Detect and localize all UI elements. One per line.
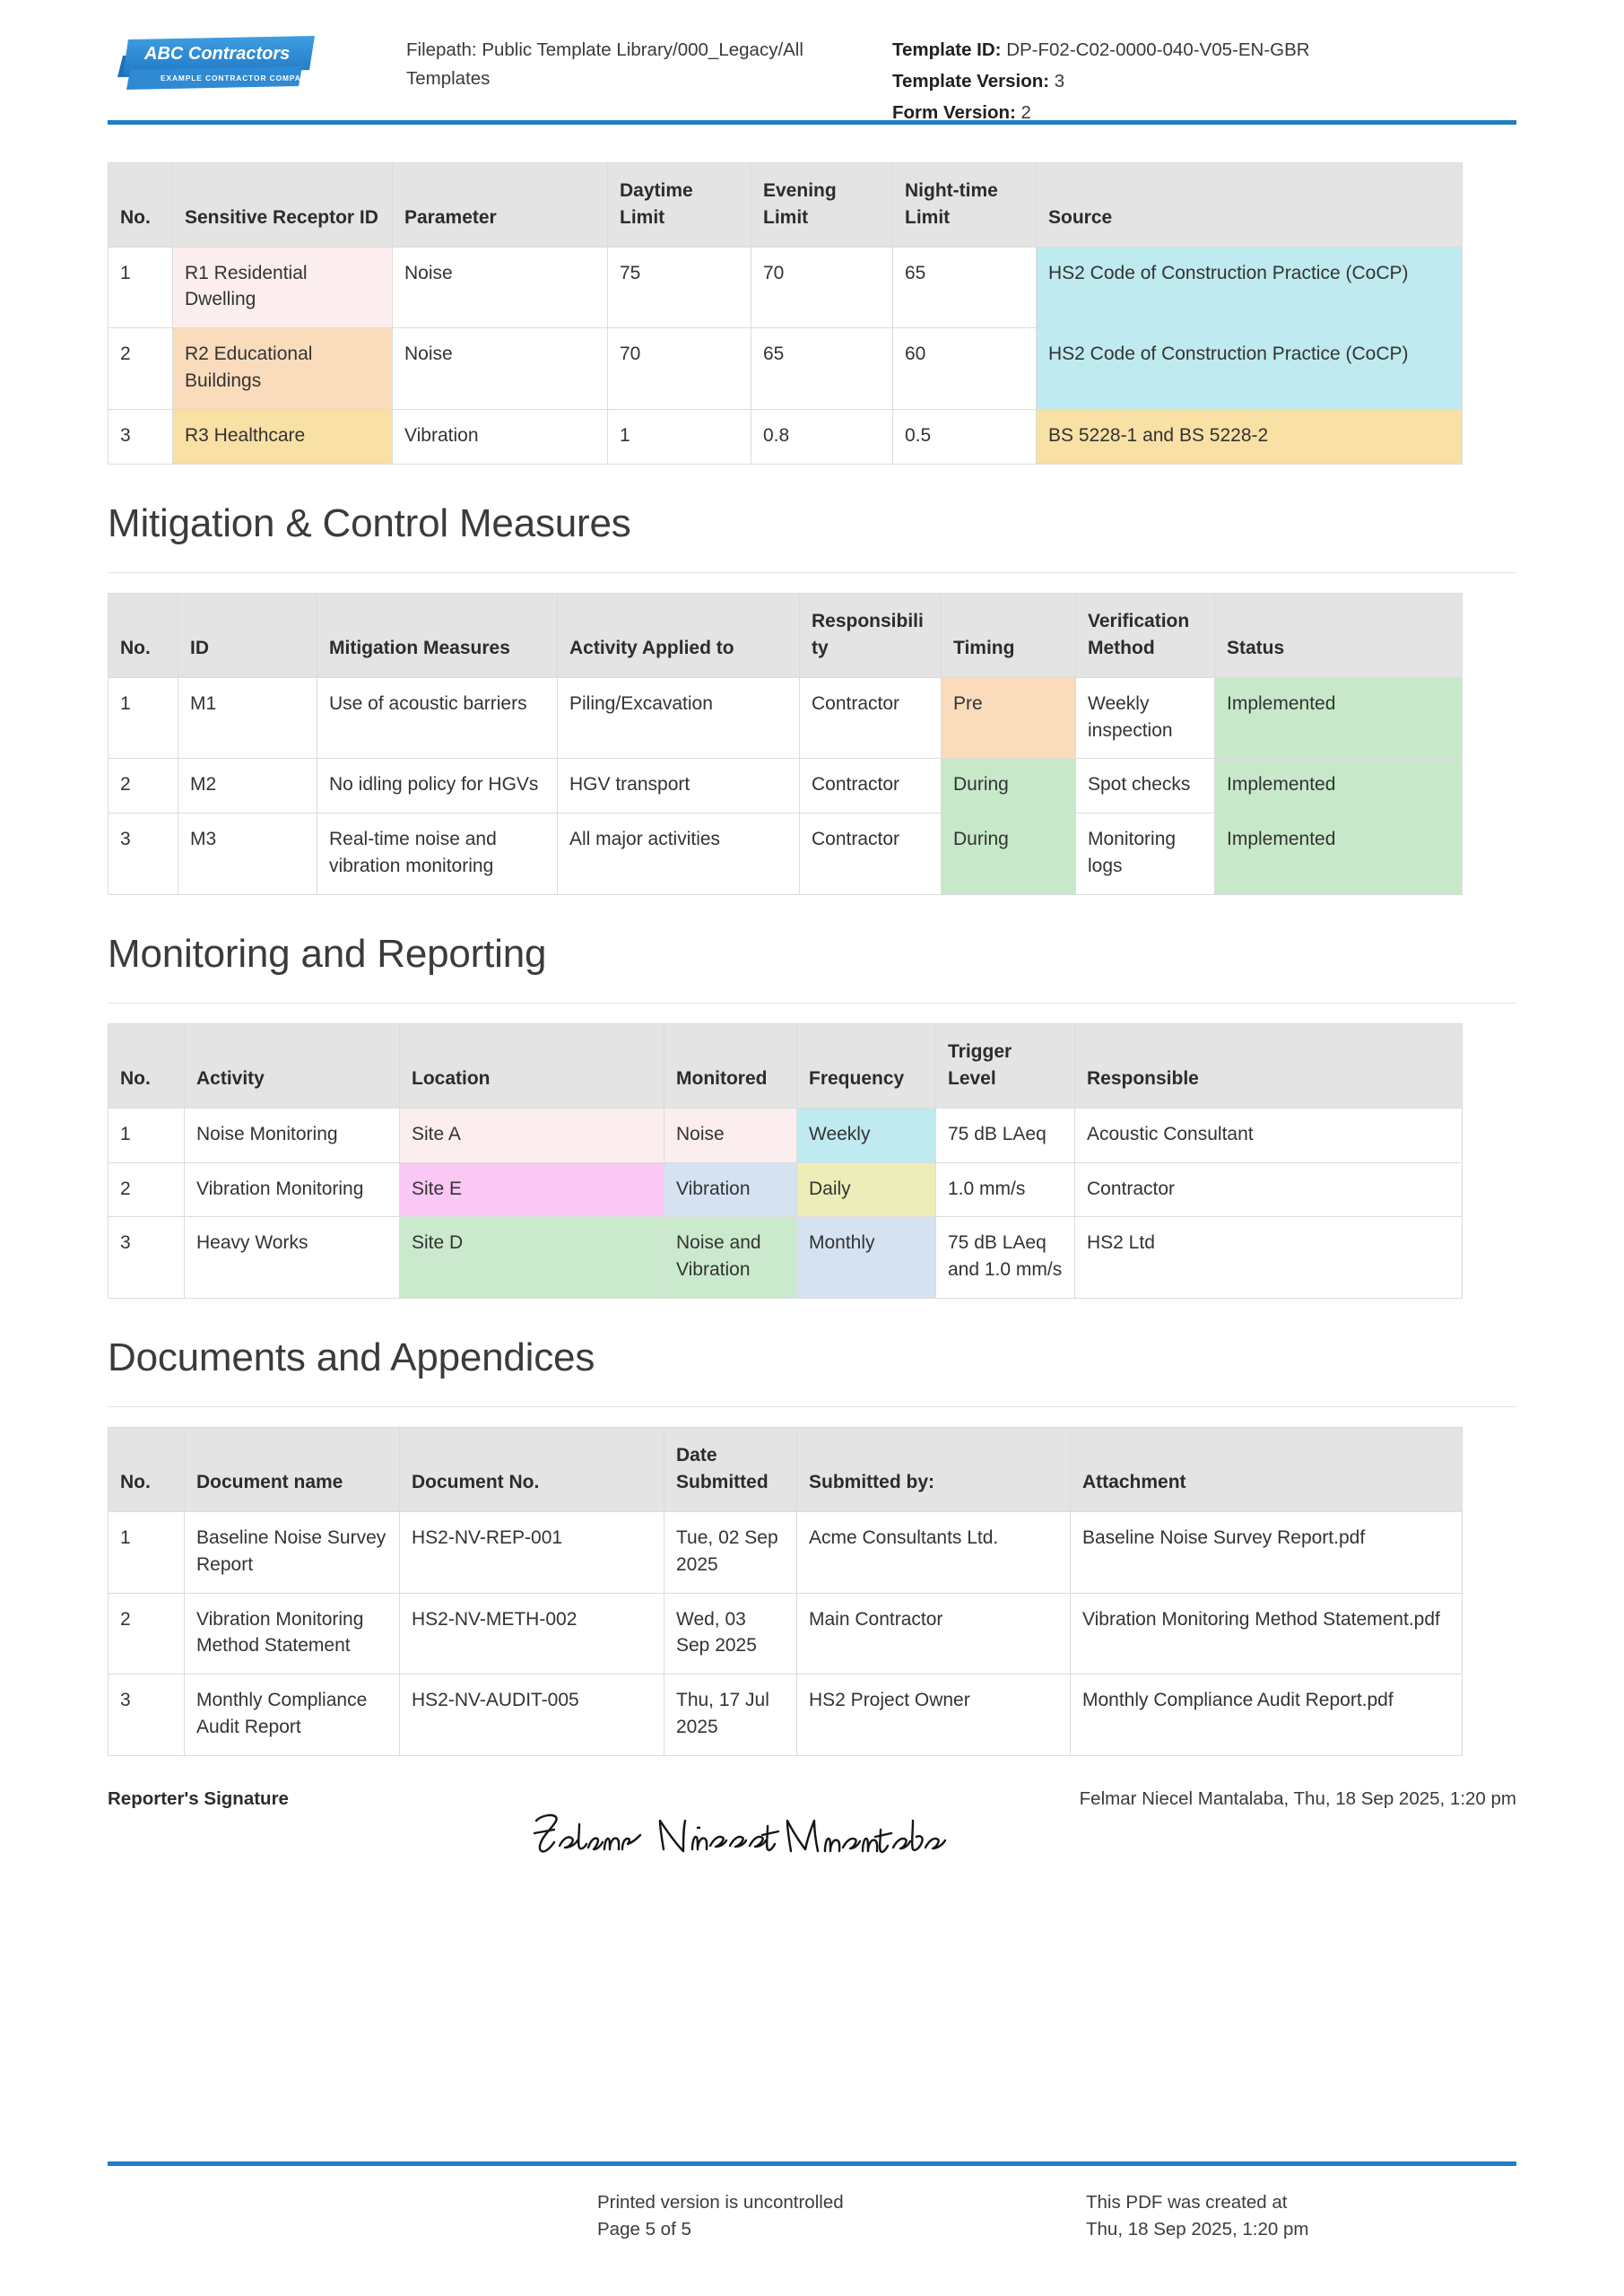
signature-label: Reporter's Signature — [108, 1787, 289, 1809]
col-receptor-id: Sensitive Receptor ID — [173, 163, 393, 248]
col-responsible: Responsible — [1075, 1024, 1463, 1109]
col-activity: Activity — [185, 1024, 400, 1109]
table-header-row — [109, 1428, 1463, 1512]
filepath-value: Public Template Library/000_Legacy/All Templates — [406, 39, 803, 89]
cell-responsible: HS2 Ltd — [1075, 1217, 1463, 1299]
table-row — [109, 409, 1463, 464]
cell-document-no: HS2-NV-METH-002 — [400, 1593, 664, 1674]
col-source: Source — [1037, 163, 1463, 248]
cell-date: Tue, 02 Sep 2025 — [664, 1512, 797, 1594]
cell-no: 3 — [109, 409, 173, 464]
table-row — [109, 1512, 1463, 1594]
col-document-name: Document name — [185, 1428, 400, 1512]
cell-source: HS2 Code of Construction Practice (CoCP) — [1037, 328, 1463, 410]
header-template-info — [837, 34, 1516, 129]
cell-daytime: 70 — [608, 328, 751, 410]
signature-meta: Felmar Niecel Mantalaba, Thu, 18 Sep 2025, 1:20 pm — [1079, 1787, 1516, 1809]
cell-responsibility: Contractor — [800, 813, 942, 895]
cell-parameter: Noise — [393, 247, 608, 328]
cell-status: Implemented — [1215, 813, 1463, 895]
cell-daytime: 1 — [608, 409, 751, 464]
cell-no: 3 — [109, 813, 178, 895]
limits-table — [108, 162, 1463, 465]
cell-receptor: R1 Residential Dwelling — [173, 247, 393, 328]
signature-block — [108, 1788, 1516, 1959]
col-status: Status — [1215, 594, 1463, 678]
col-monitored: Monitored — [664, 1024, 797, 1109]
form-version-line — [892, 99, 1516, 127]
col-parameter: Parameter — [393, 163, 608, 248]
col-no: No. — [109, 163, 173, 248]
col-no: No. — [109, 1024, 185, 1109]
signature-image — [529, 1805, 960, 1876]
cell-monitored: Vibration — [664, 1162, 797, 1217]
table-row — [109, 1108, 1463, 1162]
cell-no: 1 — [109, 1108, 185, 1162]
table-row — [109, 1674, 1463, 1756]
col-trigger-level: Trigger Level — [936, 1024, 1075, 1109]
documents-table — [108, 1427, 1463, 1756]
col-verification-method: Verification Method — [1076, 594, 1215, 678]
table-row — [109, 1162, 1463, 1217]
table-row — [109, 813, 1463, 895]
mitigation-table — [108, 593, 1463, 895]
cell-parameter: Noise — [393, 328, 608, 410]
col-submitted-by: Submitted by: — [797, 1428, 1071, 1512]
col-no: No. — [109, 1428, 185, 1512]
template-version-value: 3 — [1049, 70, 1065, 91]
cell-responsibility: Contractor — [800, 759, 942, 813]
cell-frequency: Daily — [797, 1162, 936, 1217]
section-divider — [108, 1406, 1516, 1407]
cell-night: 60 — [893, 328, 1037, 410]
cell-document-name: Baseline Noise Survey Report — [185, 1512, 400, 1594]
cell-responsible: Acoustic Consultant — [1075, 1108, 1463, 1162]
section-divider — [108, 572, 1516, 573]
table-row — [109, 759, 1463, 813]
cell-activity: Noise Monitoring — [185, 1108, 400, 1162]
cell-receptor: R3 Healthcare — [173, 409, 393, 464]
abc-contractors-logo-icon — [110, 34, 318, 95]
cell-timing: During — [942, 813, 1076, 895]
template-id-label: Template ID: — [892, 39, 1002, 60]
col-no: No. — [109, 594, 178, 678]
cell-monitored: Noise and Vibration — [664, 1217, 797, 1299]
col-location: Location — [400, 1024, 664, 1109]
monitoring-section-title: Monitoring and Reporting — [108, 931, 547, 976]
monitoring-table — [108, 1023, 1463, 1299]
cell-attachment[interactable]: Monthly Compliance Audit Report.pdf — [1071, 1674, 1463, 1756]
cell-no: 1 — [109, 247, 173, 328]
handwritten-signature-icon — [529, 1805, 960, 1876]
cell-responsible: Contractor — [1075, 1162, 1463, 1217]
footer-right — [1086, 2189, 1516, 2245]
cell-no: 2 — [109, 1162, 185, 1217]
cell-document-name: Monthly Compliance Audit Report — [185, 1674, 400, 1756]
cell-frequency: Weekly — [797, 1108, 936, 1162]
document-header — [108, 0, 1516, 123]
cell-id: M1 — [178, 677, 317, 759]
documents-section-title: Documents and Appendices — [108, 1335, 595, 1380]
cell-source: BS 5228-1 and BS 5228-2 — [1037, 409, 1463, 464]
cell-activity: Vibration Monitoring — [185, 1162, 400, 1217]
cell-timing: During — [942, 759, 1076, 813]
cell-attachment[interactable]: Baseline Noise Survey Report.pdf — [1071, 1512, 1463, 1594]
table-header-row — [109, 163, 1463, 248]
cell-date: Wed, 03 Sep 2025 — [664, 1593, 797, 1674]
table-row — [109, 328, 1463, 410]
cell-status: Implemented — [1215, 677, 1463, 759]
cell-trigger: 75 dB LAeq — [936, 1108, 1075, 1162]
cell-trigger: 75 dB LAeq and 1.0 mm/s — [936, 1217, 1075, 1299]
cell-submitted-by: Acme Consultants Ltd. — [797, 1512, 1071, 1594]
footer-print-notice: Printed version is uncontrolled — [597, 2191, 844, 2213]
cell-location: Site A — [400, 1108, 664, 1162]
template-version-line — [892, 67, 1516, 96]
cell-id: M2 — [178, 759, 317, 813]
cell-trigger: 1.0 mm/s — [936, 1162, 1075, 1217]
template-id-line — [892, 36, 1516, 65]
cell-activity: Piling/Excavation — [558, 677, 800, 759]
table-header-row — [109, 594, 1463, 678]
cell-activity: All major activities — [558, 813, 800, 895]
cell-receptor: R2 Educational Buildings — [173, 328, 393, 410]
cell-id: M3 — [178, 813, 317, 895]
cell-submitted-by: Main Contractor — [797, 1593, 1071, 1674]
footer-left — [108, 2189, 1086, 2245]
cell-measure: No idling policy for HGVs — [317, 759, 558, 813]
col-date-submitted: Date Submitted — [664, 1428, 797, 1512]
footer-pdf-created-date: Thu, 18 Sep 2025, 1:20 pm — [1086, 2219, 1309, 2240]
cell-night: 0.5 — [893, 409, 1037, 464]
cell-document-name: Vibration Monitoring Method Statement — [185, 1593, 400, 1674]
footer-page-number: Page 5 of 5 — [597, 2219, 691, 2240]
col-frequency: Frequency — [797, 1024, 936, 1109]
cell-no: 2 — [109, 759, 178, 813]
cell-no: 2 — [109, 328, 173, 410]
col-responsibility: Responsibility — [800, 594, 942, 678]
cell-evening: 0.8 — [751, 409, 893, 464]
section-divider — [108, 1003, 1516, 1004]
cell-verification: Weekly inspection — [1076, 677, 1215, 759]
cell-source: HS2 Code of Construction Practice (CoCP) — [1037, 247, 1463, 328]
col-id: ID — [178, 594, 317, 678]
col-daytime-limit: Daytime Limit — [608, 163, 751, 248]
svg-text:ABC Contractors: ABC Contractors — [144, 44, 291, 64]
header-filepath — [406, 34, 837, 93]
cell-activity: Heavy Works — [185, 1217, 400, 1299]
cell-no: 2 — [109, 1593, 185, 1674]
col-evening-limit: Evening Limit — [751, 163, 893, 248]
cell-location: Site E — [400, 1162, 664, 1217]
template-id-value: DP-F02-C02-0000-040-V05-EN-GBR — [1001, 39, 1310, 60]
footer-pdf-created-label: This PDF was created at — [1086, 2191, 1288, 2213]
form-version-value: 2 — [1015, 101, 1031, 123]
cell-no: 1 — [109, 677, 178, 759]
col-document-no: Document No. — [400, 1428, 664, 1512]
cell-attachment[interactable]: Vibration Monitoring Method Statement.pdf — [1071, 1593, 1463, 1674]
col-night-limit: Night-time Limit — [893, 163, 1037, 248]
cell-date: Thu, 17 Jul 2025 — [664, 1674, 797, 1756]
col-activity-applied-to: Activity Applied to — [558, 594, 800, 678]
table-row — [109, 247, 1463, 328]
cell-measure: Use of acoustic barriers — [317, 677, 558, 759]
cell-document-no: HS2-NV-AUDIT-005 — [400, 1674, 664, 1756]
col-timing: Timing — [942, 594, 1076, 678]
table-row — [109, 1593, 1463, 1674]
company-logo — [108, 34, 406, 95]
cell-no: 3 — [109, 1674, 185, 1756]
cell-no: 1 — [109, 1512, 185, 1594]
svg-text:EXAMPLE CONTRACTOR COMPANY: EXAMPLE CONTRACTOR COMPANY — [161, 74, 314, 83]
cell-location: Site D — [400, 1217, 664, 1299]
cell-timing: Pre — [942, 677, 1076, 759]
cell-night: 65 — [893, 247, 1037, 328]
cell-status: Implemented — [1215, 759, 1463, 813]
cell-evening: 65 — [751, 328, 893, 410]
cell-evening: 70 — [751, 247, 893, 328]
cell-frequency: Monthly — [797, 1217, 936, 1299]
cell-measure: Real-time noise and vibration monitoring — [317, 813, 558, 895]
table-row — [109, 677, 1463, 759]
cell-verification: Monitoring logs — [1076, 813, 1215, 895]
cell-document-no: HS2-NV-REP-001 — [400, 1512, 664, 1594]
cell-submitted-by: HS2 Project Owner — [797, 1674, 1071, 1756]
document-footer — [108, 2161, 1516, 2245]
cell-activity: HGV transport — [558, 759, 800, 813]
cell-no: 3 — [109, 1217, 185, 1299]
col-mitigation-measures: Mitigation Measures — [317, 594, 558, 678]
mitigation-section-title: Mitigation & Control Measures — [108, 500, 631, 545]
cell-parameter: Vibration — [393, 409, 608, 464]
cell-verification: Spot checks — [1076, 759, 1215, 813]
cell-responsibility: Contractor — [800, 677, 942, 759]
form-version-label: Form Version: — [892, 101, 1016, 123]
template-version-label: Template Version: — [892, 70, 1050, 91]
filepath-label: Filepath: — [406, 39, 477, 60]
cell-monitored: Noise — [664, 1108, 797, 1162]
table-row — [109, 1217, 1463, 1299]
cell-daytime: 75 — [608, 247, 751, 328]
table-header-row — [109, 1024, 1463, 1109]
col-attachment: Attachment — [1071, 1428, 1463, 1512]
